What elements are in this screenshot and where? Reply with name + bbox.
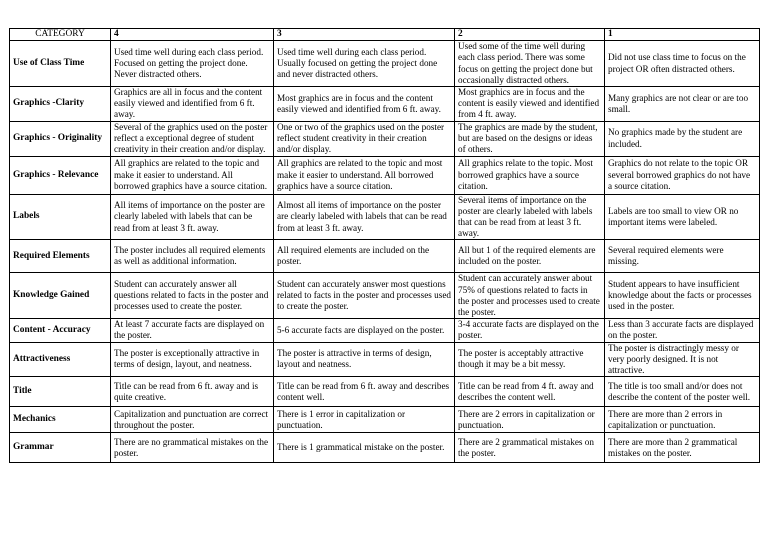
- criterion-cell: Labels: [10, 194, 111, 240]
- table-row: [10, 87, 760, 122]
- table-row: [10, 377, 760, 407]
- descriptor-cell: All graphics are related to the topic and make it easier to understand. All borrowed graphics have a source citation.: [111, 156, 274, 194]
- descriptor-cell: The poster includes all required elements as well as additional information.: [111, 240, 274, 273]
- descriptor-cell: The title is too small and/or does not describe the content of the poster well.: [605, 377, 760, 407]
- descriptor-cell: Title can be read from 6 ft. away and describes content well.: [274, 377, 455, 407]
- descriptor-cell: Title can be read from 4 ft. away and describes the content well.: [455, 377, 605, 407]
- criterion-cell: Title: [10, 377, 111, 407]
- criterion-cell: Use of Class Time: [10, 41, 111, 87]
- descriptor-cell: There are more than 2 grammatical mistakes on the poster.: [605, 433, 760, 463]
- descriptor-cell: Many graphics are not clear or are too small.: [605, 87, 760, 122]
- criterion-cell: Graphics -Clarity: [10, 87, 111, 122]
- rubric-table: [9, 28, 760, 463]
- descriptor-cell: Title can be read from 6 ft. away and is quite creative.: [111, 377, 274, 407]
- descriptor-cell: Graphics are all in focus and the content easily viewed and identified from 6 ft. away.: [111, 87, 274, 122]
- table-row: [10, 194, 760, 240]
- descriptor-cell: All graphics are related to the topic and most make it easier to understand. All borrowed graphics have a source citation.: [274, 156, 455, 194]
- descriptor-cell: Several of the graphics used on the poster reflect a exceptional degree of student creativity in their creation and/or display.: [111, 121, 274, 156]
- table-row: [10, 342, 760, 377]
- descriptor-cell: The poster is exceptionally attractive in terms of design, layout, and neatness.: [111, 342, 274, 377]
- descriptor-cell: Used time well during each class period. Usually focused on getting the project done and never distracted others.: [274, 41, 455, 87]
- header-level-2: 2: [455, 29, 605, 41]
- descriptor-cell: The poster is attractive in terms of design, layout and neatness.: [274, 342, 455, 377]
- table-row: [10, 41, 760, 87]
- descriptor-cell: There is 1 error in capitalization or punctuation.: [274, 407, 455, 433]
- descriptor-cell: The poster is distractingly messy or very poorly designed. It is not attractive.: [605, 342, 760, 377]
- header-level-3: 3: [274, 29, 455, 41]
- descriptor-cell: Student can accurately answer all questions related to facts in the poster and processes used to create the poster.: [111, 273, 274, 319]
- table-row: [10, 156, 760, 194]
- criterion-cell: Knowledge Gained: [10, 273, 111, 319]
- descriptor-cell: Capitalization and punctuation are correct throughout the poster.: [111, 407, 274, 433]
- header-level-4: 4: [111, 29, 274, 41]
- descriptor-cell: All required elements are included on the poster.: [274, 240, 455, 273]
- descriptor-cell: 3-4 accurate facts are displayed on the poster.: [455, 319, 605, 342]
- descriptor-cell: Did not use class time to focus on the project OR often distracted others.: [605, 41, 760, 87]
- descriptor-cell: Most graphics are in focus and the content is easily viewed and identified from 4 ft. away.: [455, 87, 605, 122]
- descriptor-cell: No graphics made by the student are included.: [605, 121, 760, 156]
- criterion-cell: Graphics - Relevance: [10, 156, 111, 194]
- header-level-1: 1: [605, 29, 760, 41]
- descriptor-cell: 5-6 accurate facts are displayed on the poster.: [274, 319, 455, 342]
- descriptor-cell: Student appears to have insufficient knowledge about the facts or processes used in the poster.: [605, 273, 760, 319]
- criterion-cell: Content - Accuracy: [10, 319, 111, 342]
- descriptor-cell: Used some of the time well during each class period. There was some focus on getting the project done but occasionally distracted others.: [455, 41, 605, 87]
- descriptor-cell: The graphics are made by the student, but are based on the designs or ideas of others.: [455, 121, 605, 156]
- table-row: [10, 407, 760, 433]
- table-row: [10, 240, 760, 273]
- table-row: [10, 273, 760, 319]
- descriptor-cell: Less than 3 accurate facts are displayed on the poster.: [605, 319, 760, 342]
- descriptor-cell: All but 1 of the required elements are included on the poster.: [455, 240, 605, 273]
- header-category: CATEGORY: [10, 29, 111, 41]
- criterion-cell: Graphics - Originality: [10, 121, 111, 156]
- descriptor-cell: Used time well during each class period. Focused on getting the project done. Never distracted others.: [111, 41, 274, 87]
- descriptor-cell: Student can accurately answer most questions related to facts in the poster and processes used to create the poster.: [274, 273, 455, 319]
- descriptor-cell: At least 7 accurate facts are displayed on the poster.: [111, 319, 274, 342]
- table-row: [10, 121, 760, 156]
- descriptor-cell: Almost all items of importance on the poster are clearly labeled with labels that can be read from at least 3 ft. away.: [274, 194, 455, 240]
- criterion-cell: Mechanics: [10, 407, 111, 433]
- descriptor-cell: Graphics do not relate to the topic OR several borrowed graphics do not have a source citation.: [605, 156, 760, 194]
- table-row: [10, 319, 760, 342]
- descriptor-cell: One or two of the graphics used on the poster reflect student creativity in their creation and/or display.: [274, 121, 455, 156]
- descriptor-cell: Student can accurately answer about 75% of questions related to facts in the poster and processes used to create the poster.: [455, 273, 605, 319]
- descriptor-cell: Most graphics are in focus and the content easily viewed and identified from 6 ft. away.: [274, 87, 455, 122]
- table-row: [10, 433, 760, 463]
- criterion-cell: Grammar: [10, 433, 111, 463]
- descriptor-cell: There are 2 grammatical mistakes on the poster.: [455, 433, 605, 463]
- descriptor-cell: All items of importance on the poster are clearly labeled with labels that can be read from at least 3 ft. away.: [111, 194, 274, 240]
- descriptor-cell: Labels are too small to view OR no important items were labeled.: [605, 194, 760, 240]
- descriptor-cell: There are more than 2 errors in capitalization or punctuation.: [605, 407, 760, 433]
- descriptor-cell: The poster is acceptably attractive though it may be a bit messy.: [455, 342, 605, 377]
- rubric-body: [10, 41, 760, 463]
- descriptor-cell: Several required elements were missing.: [605, 240, 760, 273]
- descriptor-cell: There are no grammatical mistakes on the poster.: [111, 433, 274, 463]
- descriptor-cell: There are 2 errors in capitalization or punctuation.: [455, 407, 605, 433]
- criterion-cell: Required Elements: [10, 240, 111, 273]
- header-row: [10, 29, 760, 41]
- descriptor-cell: There is 1 grammatical mistake on the poster.: [274, 433, 455, 463]
- descriptor-cell: Several items of importance on the poster are clearly labeled with labels that can be read from at least 3 ft. away.: [455, 194, 605, 240]
- descriptor-cell: All graphics relate to the topic. Most borrowed graphics have a source citation.: [455, 156, 605, 194]
- criterion-cell: Attractiveness: [10, 342, 111, 377]
